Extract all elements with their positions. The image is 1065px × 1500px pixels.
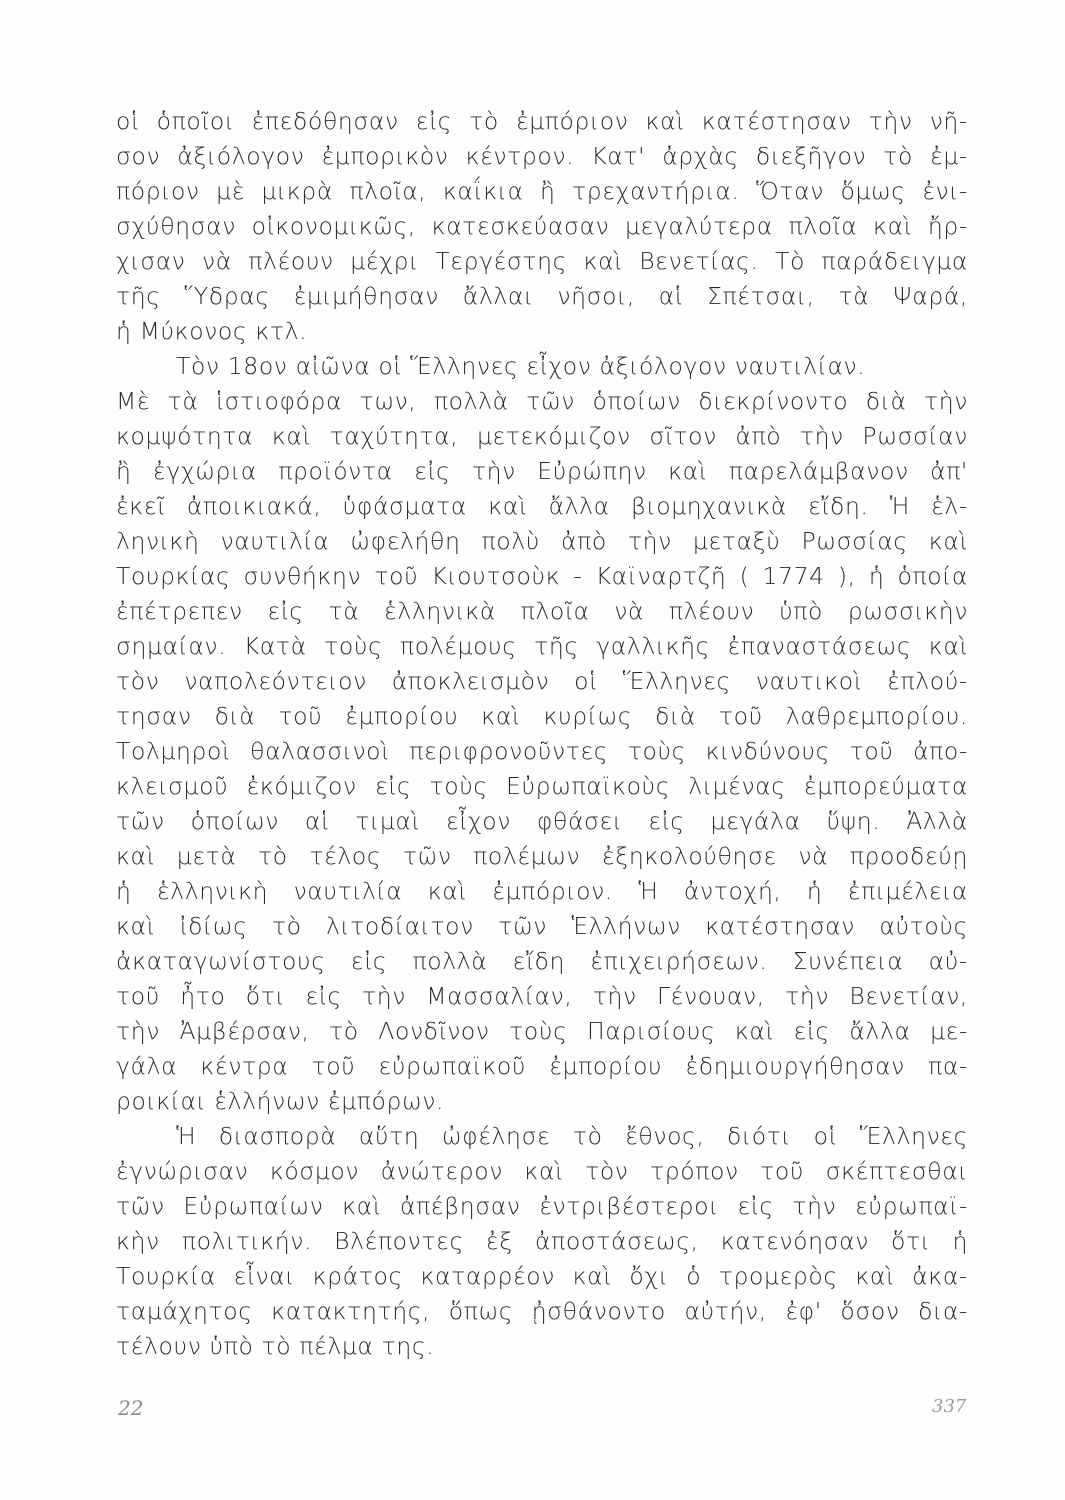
text-line: ἐγνώρισαν κόσμον ἀνώτερον καὶ τὸν τρόπον τοῦ σκέπτεσθαι — [116, 1157, 968, 1185]
text-line: ἡ ἑλληνικὴ ναυτιλία καὶ ἐμπόριον. Ἡ ἀντοχή, ἡ ἐπιμέλεια — [116, 877, 968, 905]
text-line: ἢ ἐγχώρια προϊόντα εἰς τὴν Εὐρώπην καὶ παρελάμβανον ἀπ' — [116, 457, 968, 485]
text-line: ροικίαι ἑλλήνων ἐμπόρων. — [116, 1087, 445, 1115]
text-line: καὶ ἰδίως τὸ λιτοδίαιτον τῶν Ἑλλήνων κατέστησαν αὐτοὺς — [116, 912, 968, 940]
text-line: κὴν πολιτικήν. Βλέποντες ἐξ ἀποστάσεως, κατενόησαν ὅτι ἡ — [116, 1227, 968, 1255]
text-line: τοῦ ἦτο ὅτι εἰς τὴν Μασσαλίαν, τὴν Γένουαν, τὴν Βενετίαν, — [116, 982, 968, 1010]
text-line: Τολμηροὶ θαλασσινοὶ περιφρονοῦντες τοὺς κινδύνους τοῦ ἀπο- — [116, 737, 968, 765]
paragraph-first-line: Τὸν 18ον αἰῶνα οἱ Ἕλληνες εἶχον ἀξιόλογον ναυτιλίαν. — [176, 352, 866, 380]
text-line: τῆς Ὕδρας ἐμιμήθησαν ἄλλαι νῆσοι, αἱ Σπέτσαι, τὰ Ψαρά, — [116, 282, 968, 310]
text-line: καὶ μετὰ τὸ τέλος τῶν πολέμων ἐξηκολούθησε νὰ προοδεύῃ — [116, 842, 968, 870]
text-line: Τουρκίας συνθήκην τοῦ Κιουτσοὺκ - Καϊναρτζῆ ( 1774 ), ἡ ὁποία — [116, 562, 968, 590]
paragraph-first-line: Ἡ διασπορὰ αὕτη ὠφέλησε τὸ ἔθνος, διότι οἱ Ἕλληνες — [176, 1122, 968, 1150]
text-line: κλεισμοῦ ἐκόμιζον εἰς τοὺς Εὐρωπαϊκοὺς λιμένας ἐμπορεύματα — [116, 772, 968, 800]
text-line: ταμάχητος κατακτητής, ὅπως ᾐσθάνοντο αὐτήν, ἐφ' ὅσον δια- — [116, 1297, 968, 1325]
page-number-right: 337 — [932, 1396, 967, 1417]
text-line: τὸν ναπολεόντειον ἀποκλεισμὸν οἱ Ἕλληνες ναυτικοὶ ἐπλού- — [116, 667, 968, 695]
text-line: τῶν Εὐρωπαίων καὶ ἀπέβησαν ἐντριβέστεροι εἰς τὴν εὐρωπαϊ- — [116, 1192, 968, 1220]
text-line: τέλουν ὑπὸ τὸ πέλμα της. — [116, 1332, 435, 1360]
text-line: σημαίαν. Κατὰ τοὺς πολέμους τῆς γαλλικῆς ἐπαναστάσεως καὶ — [116, 632, 968, 660]
text-line: ἡ Μύκονος κτλ. — [116, 317, 308, 345]
text-line: τὴν Ἀμβέρσαν, τὸ Λονδῖνον τοὺς Παρισίους καὶ εἰς ἄλλα με- — [116, 1017, 968, 1045]
text-line: ληνικὴ ναυτιλία ὠφελήθη πολὺ ἀπὸ τὴν μεταξὺ Ρωσσίας καὶ — [116, 527, 968, 555]
text-line: κομψότητα καὶ ταχύτητα, μετεκόμιζον σῖτον ἀπὸ τὴν Ρωσσίαν — [116, 422, 968, 450]
text-line: πόριον μὲ μικρὰ πλοῖα, καΐκια ἢ τρεχαντήρια. Ὅταν ὅμως ἐνι- — [116, 177, 968, 205]
text-line: τησαν διὰ τοῦ ἐμπορίου καὶ κυρίως διὰ τοῦ λαθρεμπορίου. — [116, 702, 968, 730]
text-line: ἐκεῖ ἀποικιακά, ὑφάσματα καὶ ἄλλα βιομηχανικὰ εἴδη. Ἡ ἑλ- — [116, 492, 968, 520]
text-line: Μὲ τὰ ἱστιοφόρα των, πολλὰ τῶν ὁποίων διεκρίνοντο διὰ τὴν — [116, 387, 968, 415]
page-number-left: 22 — [118, 1396, 144, 1420]
text-line: γάλα κέντρα τοῦ εὐρωπαϊκοῦ ἐμπορίου ἐδημιουργήθησαν πα- — [116, 1052, 968, 1080]
text-line: ἀκαταγωνίστους εἰς πολλὰ εἴδη ἐπιχειρήσεων. Συνέπεια αὐ- — [116, 947, 968, 975]
text-line: σον ἀξιόλογον ἐμπορικὸν κέντρον. Κατ' ἀρχὰς διεξῆγον τὸ ἐμ- — [116, 142, 968, 170]
text-line: σχύθησαν οἰκονομικῶς, κατεσκεύασαν μεγαλύτερα πλοῖα καὶ ἤρ- — [116, 212, 968, 240]
text-line: τῶν ὁποίων αἱ τιμαὶ εἶχον φθάσει εἰς μεγάλα ὕψη. Ἀλλὰ — [116, 807, 968, 835]
text-line: Τουρκία εἶναι κράτος καταρρέον καὶ ὄχι ὁ τρομερὸς καὶ ἀκα- — [116, 1262, 968, 1290]
text-line: ἐπέτρεπεν εἰς τὰ ἑλληνικὰ πλοῖα νὰ πλέουν ὑπὸ ρωσσικὴν — [116, 597, 968, 625]
body-text — [116, 104, 968, 1364]
text-line: οἱ ὁποῖοι ἐπεδόθησαν εἰς τὸ ἐμπόριον καὶ κατέστησαν τὴν νῆ- — [116, 107, 968, 135]
text-line: χισαν νὰ πλέουν μέχρι Τεργέστης καὶ Βενετίας. Τὸ παράδειγμα — [116, 247, 968, 275]
